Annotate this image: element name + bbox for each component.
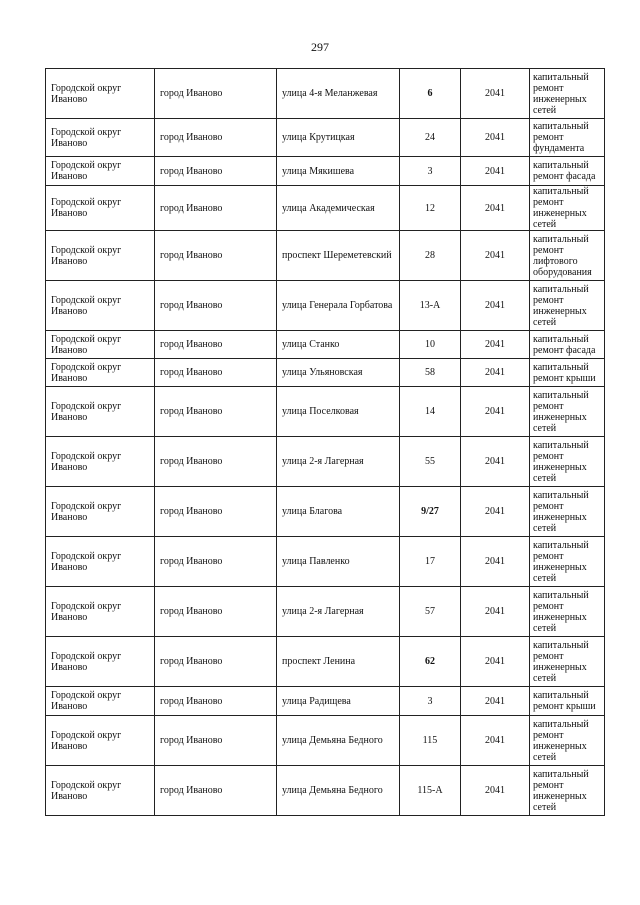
cell-house-number: 57: [400, 587, 461, 637]
table-row: [46, 69, 605, 119]
cell-street: улица 4-я Меланжевая: [277, 69, 400, 119]
cell-street: улица 2-я Лагерная: [277, 587, 400, 637]
table-row: [46, 186, 605, 231]
cell-city: город Иваново: [155, 637, 277, 687]
cell-street: улица 2-я Лагерная: [277, 437, 400, 487]
cell-work-type: капитальный ремонт крыши: [530, 359, 605, 387]
cell-house-number: 3: [400, 157, 461, 186]
cell-okrug: Городской округ Иваново: [46, 359, 155, 387]
cell-house-number: 28: [400, 231, 461, 281]
cell-okrug: Городской округ Иваново: [46, 387, 155, 437]
table-row: [46, 537, 605, 587]
cell-work-type: капитальный ремонт инженерных сетей: [530, 69, 605, 119]
cell-city: город Иваново: [155, 231, 277, 281]
cell-year: 2041: [461, 281, 530, 331]
table-row: [46, 687, 605, 716]
table-row: [46, 437, 605, 487]
cell-year: 2041: [461, 231, 530, 281]
cell-okrug: Городской округ Иваново: [46, 487, 155, 537]
cell-year: 2041: [461, 157, 530, 186]
cell-street: улица Мякишева: [277, 157, 400, 186]
cell-work-type: капитальный ремонт инженерных сетей: [530, 281, 605, 331]
cell-okrug: Городской округ Иваново: [46, 281, 155, 331]
cell-street: улица Ульяновская: [277, 359, 400, 387]
cell-city: город Иваново: [155, 387, 277, 437]
cell-okrug: Городской округ Иваново: [46, 437, 155, 487]
cell-work-type: капитальный ремонт инженерных сетей: [530, 637, 605, 687]
cell-house-number: 12: [400, 186, 461, 231]
cell-work-type: капитальный ремонт крыши: [530, 687, 605, 716]
cell-house-number: 115: [400, 716, 461, 766]
cell-street: улица Павленко: [277, 537, 400, 587]
cell-year: 2041: [461, 487, 530, 537]
table-row: [46, 766, 605, 816]
cell-street: улица Поселковая: [277, 387, 400, 437]
cell-okrug: Городской округ Иваново: [46, 331, 155, 359]
cell-house-number: 14: [400, 387, 461, 437]
cell-year: 2041: [461, 716, 530, 766]
table-row: [46, 587, 605, 637]
table-row: [46, 359, 605, 387]
cell-street: улица Радищева: [277, 687, 400, 716]
cell-year: 2041: [461, 587, 530, 637]
cell-street: улица Станко: [277, 331, 400, 359]
cell-okrug: Городской округ Иваново: [46, 157, 155, 186]
cell-street: улица Крутицкая: [277, 119, 400, 157]
cell-work-type: капитальный ремонт инженерных сетей: [530, 587, 605, 637]
page-number: 297: [311, 40, 329, 54]
cell-house-number: 3: [400, 687, 461, 716]
cell-work-type: капитальный ремонт инженерных сетей: [530, 437, 605, 487]
cell-work-type: капитальный ремонт инженерных сетей: [530, 487, 605, 537]
cell-street: улица Благова: [277, 487, 400, 537]
cell-work-type: капитальный ремонт инженерных сетей: [530, 716, 605, 766]
cell-street: улица Генерала Горбатова: [277, 281, 400, 331]
cell-city: город Иваново: [155, 69, 277, 119]
cell-city: город Иваново: [155, 157, 277, 186]
table-row: [46, 231, 605, 281]
cell-year: 2041: [461, 766, 530, 816]
cell-year: 2041: [461, 331, 530, 359]
table-row: [46, 119, 605, 157]
cell-okrug: Городской округ Иваново: [46, 587, 155, 637]
cell-work-type: капитальный ремонт фасада: [530, 157, 605, 186]
cell-city: город Иваново: [155, 487, 277, 537]
cell-okrug: Городской округ Иваново: [46, 716, 155, 766]
cell-work-type: капитальный ремонт инженерных сетей: [530, 186, 605, 231]
cell-work-type: капитальный ремонт фасада: [530, 331, 605, 359]
cell-street: улица Демьяна Бедного: [277, 716, 400, 766]
table-row: [46, 157, 605, 186]
cell-house-number: 10: [400, 331, 461, 359]
cell-city: город Иваново: [155, 766, 277, 816]
cell-city: город Иваново: [155, 186, 277, 231]
table-row: [46, 487, 605, 537]
cell-city: город Иваново: [155, 281, 277, 331]
cell-city: город Иваново: [155, 119, 277, 157]
cell-house-number: 115-А: [400, 766, 461, 816]
cell-year: 2041: [461, 637, 530, 687]
cell-year: 2041: [461, 387, 530, 437]
cell-house-number: 6: [400, 69, 461, 119]
cell-okrug: Городской округ Иваново: [46, 537, 155, 587]
table-body: [46, 69, 605, 816]
table-row: [46, 281, 605, 331]
cell-okrug: Городской округ Иваново: [46, 69, 155, 119]
cell-work-type: капитальный ремонт лифтового оборудования: [530, 231, 605, 281]
cell-street: проспект Ленина: [277, 637, 400, 687]
cell-house-number: 24: [400, 119, 461, 157]
table-row: [46, 716, 605, 766]
cell-house-number: 62: [400, 637, 461, 687]
cell-work-type: капитальный ремонт инженерных сетей: [530, 537, 605, 587]
cell-okrug: Городской округ Иваново: [46, 231, 155, 281]
cell-work-type: капитальный ремонт фундамента: [530, 119, 605, 157]
cell-year: 2041: [461, 186, 530, 231]
cell-street: улица Академическая: [277, 186, 400, 231]
cell-okrug: Городской округ Иваново: [46, 637, 155, 687]
table-row: [46, 637, 605, 687]
cell-okrug: Городской округ Иваново: [46, 186, 155, 231]
cell-street: улица Демьяна Бедного: [277, 766, 400, 816]
cell-house-number: 58: [400, 359, 461, 387]
repair-schedule-table: [45, 68, 605, 816]
cell-city: город Иваново: [155, 587, 277, 637]
cell-city: город Иваново: [155, 687, 277, 716]
cell-street: проспект Шереметевский: [277, 231, 400, 281]
table-row: [46, 331, 605, 359]
cell-city: город Иваново: [155, 716, 277, 766]
cell-house-number: 55: [400, 437, 461, 487]
cell-year: 2041: [461, 687, 530, 716]
cell-year: 2041: [461, 437, 530, 487]
cell-city: город Иваново: [155, 537, 277, 587]
cell-okrug: Городской округ Иваново: [46, 687, 155, 716]
cell-city: город Иваново: [155, 359, 277, 387]
table-row: [46, 387, 605, 437]
cell-year: 2041: [461, 537, 530, 587]
cell-work-type: капитальный ремонт инженерных сетей: [530, 766, 605, 816]
cell-house-number: 17: [400, 537, 461, 587]
cell-year: 2041: [461, 359, 530, 387]
cell-house-number: 9/27: [400, 487, 461, 537]
cell-city: город Иваново: [155, 331, 277, 359]
cell-okrug: Городской округ Иваново: [46, 119, 155, 157]
cell-year: 2041: [461, 119, 530, 157]
cell-year: 2041: [461, 69, 530, 119]
cell-house-number: 13-А: [400, 281, 461, 331]
cell-city: город Иваново: [155, 437, 277, 487]
cell-work-type: капитальный ремонт инженерных сетей: [530, 387, 605, 437]
cell-okrug: Городской округ Иваново: [46, 766, 155, 816]
